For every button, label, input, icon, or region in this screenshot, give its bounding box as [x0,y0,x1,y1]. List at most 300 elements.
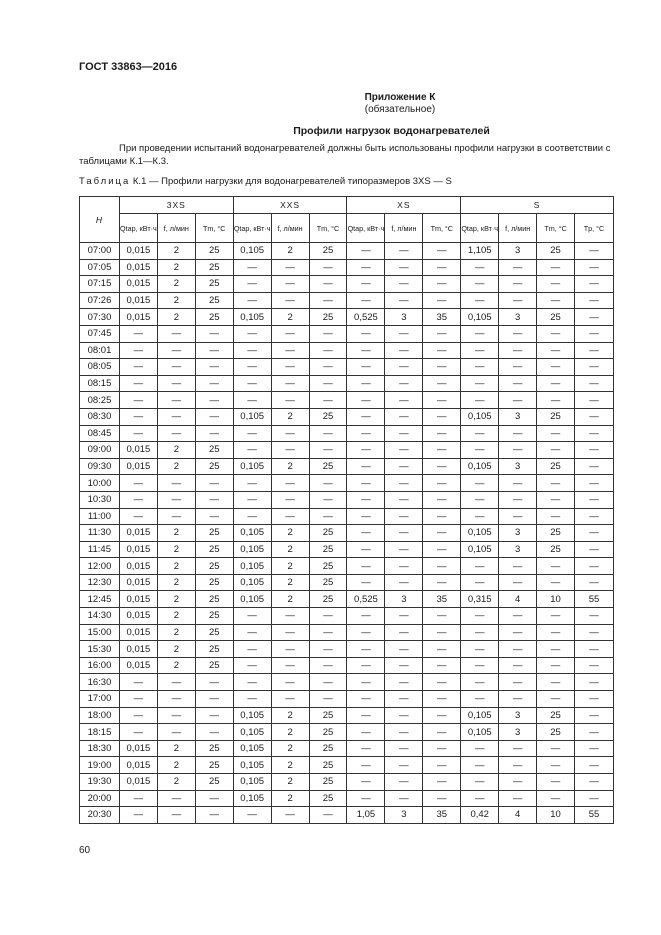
value-cell: — [537,359,575,376]
table-row [80,657,614,674]
value-cell: — [385,790,423,807]
value-cell: — [423,325,461,342]
table-row [80,574,614,591]
value-cell: — [575,558,614,575]
value-cell: — [385,408,423,425]
value-cell: 10 [537,591,575,608]
value-cell: — [347,790,385,807]
load-profile-table [79,196,614,824]
value-cell: — [119,508,157,525]
value-cell: 25 [309,243,347,260]
value-cell: — [309,508,347,525]
value-cell: — [119,375,157,392]
value-cell: — [385,707,423,724]
value-cell: — [309,807,347,824]
value-cell: 25 [195,574,233,591]
value-cell: — [575,491,614,508]
value-cell: — [499,442,537,459]
value-cell: 0,105 [233,408,271,425]
value-cell: — [347,624,385,641]
table-row [80,624,614,641]
value-cell: — [423,608,461,625]
value-cell: 0,015 [119,458,157,475]
value-cell: — [233,292,271,309]
value-cell: — [385,508,423,525]
value-cell: 4 [499,591,537,608]
value-cell: 0,015 [119,525,157,542]
value-cell: — [385,574,423,591]
value-cell: 25 [537,243,575,260]
value-cell: — [537,475,575,492]
value-cell: — [385,774,423,791]
value-cell: 0,015 [119,558,157,575]
value-cell: 25 [195,757,233,774]
value-cell: — [575,707,614,724]
value-cell: — [423,740,461,757]
time-cell: 12:45 [80,591,120,608]
value-cell: — [271,442,309,459]
value-cell: — [499,657,537,674]
value-cell: 0,015 [119,259,157,276]
value-cell: — [499,674,537,691]
time-cell: 07:26 [80,292,120,309]
value-cell: 3 [499,724,537,741]
value-cell: — [385,359,423,376]
value-cell: 0,015 [119,624,157,641]
value-cell: — [195,325,233,342]
time-cell: 19:30 [80,774,120,791]
value-cell: 25 [309,541,347,558]
value-cell: — [271,325,309,342]
value-cell: 25 [309,574,347,591]
value-cell: — [461,375,499,392]
value-cell: 3 [499,458,537,475]
value-cell: 25 [195,541,233,558]
value-cell: — [233,392,271,409]
value-cell: — [499,491,537,508]
value-cell: — [347,292,385,309]
value-cell: — [575,508,614,525]
value-cell: — [347,392,385,409]
value-cell: — [309,292,347,309]
value-cell: 2 [157,574,195,591]
value-cell: 3 [385,807,423,824]
value-cell: 2 [271,541,309,558]
value-cell: — [461,392,499,409]
column-header: Qtap, кВт·ч [119,214,157,243]
value-cell: — [461,558,499,575]
value-cell: — [537,491,575,508]
value-cell: — [195,707,233,724]
value-cell: — [195,375,233,392]
value-cell: — [461,757,499,774]
value-cell: 2 [157,624,195,641]
value-cell: — [423,674,461,691]
value-cell: — [195,724,233,741]
value-cell: — [461,790,499,807]
value-cell: — [537,342,575,359]
value-cell: — [423,392,461,409]
value-cell: — [195,392,233,409]
value-cell: — [385,724,423,741]
value-cell: — [499,276,537,293]
value-cell: 3 [499,408,537,425]
value-cell: 2 [157,774,195,791]
value-cell: 0,105 [233,558,271,575]
value-cell: — [499,375,537,392]
value-cell: — [423,707,461,724]
value-cell: — [537,624,575,641]
section-heading: Профили нагрузок водонагревателей [293,125,490,137]
value-cell: 2 [157,558,195,575]
value-cell: — [233,342,271,359]
value-cell: 25 [537,707,575,724]
value-cell: — [233,259,271,276]
column-header: Qtap, кВт·ч [233,214,271,243]
value-cell: 25 [195,259,233,276]
value-cell: 2 [271,774,309,791]
time-cell: 18:15 [80,724,120,741]
time-cell: 17:00 [80,691,120,708]
time-cell: 07:30 [80,309,120,326]
value-cell: — [347,608,385,625]
value-cell: — [347,458,385,475]
value-cell: — [499,475,537,492]
value-cell: — [385,325,423,342]
value-cell: — [347,757,385,774]
value-cell: — [347,558,385,575]
value-cell: — [195,408,233,425]
table-row [80,591,614,608]
table-row [80,359,614,376]
time-cell: 09:30 [80,458,120,475]
value-cell: — [499,740,537,757]
table-row [80,408,614,425]
value-cell: — [157,707,195,724]
table-row [80,724,614,741]
value-cell: 0,105 [233,574,271,591]
group-header: XXS [233,197,347,214]
time-cell: 09:00 [80,442,120,459]
value-cell: — [461,657,499,674]
value-cell: — [309,425,347,442]
value-cell: — [347,375,385,392]
value-cell: 2 [157,276,195,293]
value-cell: — [119,392,157,409]
value-cell: 10 [537,807,575,824]
value-cell: — [423,508,461,525]
value-cell: — [385,392,423,409]
value-cell: — [575,342,614,359]
value-cell: — [347,508,385,525]
value-cell: — [195,342,233,359]
value-cell: — [461,491,499,508]
value-cell: — [119,475,157,492]
value-cell: 25 [309,740,347,757]
value-cell: — [233,442,271,459]
value-cell: — [347,724,385,741]
value-cell: — [309,674,347,691]
standard-number: ГОСТ 33863—2016 [79,61,178,73]
value-cell: — [499,259,537,276]
value-cell: — [347,243,385,260]
value-cell: — [309,491,347,508]
value-cell: — [157,691,195,708]
value-cell: 0,105 [461,408,499,425]
value-cell: 2 [271,243,309,260]
value-cell: 1,05 [347,807,385,824]
value-cell: — [347,259,385,276]
page-number: 60 [79,845,91,856]
value-cell: — [499,691,537,708]
value-cell: — [423,342,461,359]
value-cell: — [347,276,385,293]
group-header: XS [347,197,461,214]
time-cell: 18:00 [80,707,120,724]
value-cell: 0,015 [119,292,157,309]
value-cell: 3 [499,243,537,260]
value-cell: 25 [195,458,233,475]
value-cell: — [537,657,575,674]
value-cell: 25 [309,525,347,542]
value-cell: 2 [157,657,195,674]
value-cell: 2 [271,525,309,542]
value-cell: — [461,691,499,708]
table-row [80,774,614,791]
value-cell: 0,105 [233,458,271,475]
value-cell: — [423,425,461,442]
value-cell: 2 [271,591,309,608]
value-cell: 25 [195,608,233,625]
value-cell: — [233,807,271,824]
value-cell: 2 [271,458,309,475]
value-cell: 25 [309,591,347,608]
annex-subtitle: (обязательное) [364,104,436,115]
value-cell: — [157,508,195,525]
value-cell: 0,105 [233,774,271,791]
value-cell: 25 [309,724,347,741]
group-header: S [461,197,614,214]
value-cell: — [347,359,385,376]
value-cell: 25 [195,740,233,757]
value-cell: 25 [195,657,233,674]
value-cell: — [195,691,233,708]
value-cell: — [157,491,195,508]
time-cell: 07:00 [80,243,120,260]
table-row [80,525,614,542]
time-cell: 18:30 [80,740,120,757]
table-row [80,790,614,807]
value-cell: 0,015 [119,276,157,293]
value-cell: — [385,674,423,691]
value-cell: — [461,774,499,791]
value-cell: 0,015 [119,657,157,674]
value-cell: — [233,375,271,392]
value-cell: — [461,342,499,359]
value-cell: — [233,325,271,342]
value-cell: — [309,657,347,674]
value-cell: — [537,558,575,575]
value-cell: — [385,641,423,658]
time-cell: 20:30 [80,807,120,824]
time-cell: 07:45 [80,325,120,342]
column-header: Tm, °C [537,214,575,243]
table-row [80,491,614,508]
column-header: f, л/мин [271,214,309,243]
value-cell: — [461,276,499,293]
group-header: 3XS [119,197,233,214]
value-cell: — [195,790,233,807]
value-cell: 3 [385,591,423,608]
value-cell: 0,015 [119,442,157,459]
value-cell: — [119,408,157,425]
value-cell: — [499,359,537,376]
value-cell: — [157,425,195,442]
value-cell: — [537,425,575,442]
value-cell: — [423,541,461,558]
table-row [80,608,614,625]
value-cell: — [233,691,271,708]
table-row [80,309,614,326]
value-cell: — [233,624,271,641]
value-cell: — [575,657,614,674]
value-cell: 2 [157,259,195,276]
table-row [80,541,614,558]
value-cell: — [119,691,157,708]
table-row [80,558,614,575]
value-cell: — [347,342,385,359]
value-cell: — [347,325,385,342]
value-cell: — [119,359,157,376]
table-caption [79,176,452,187]
table-row [80,458,614,475]
value-cell: 25 [537,309,575,326]
value-cell: 2 [157,591,195,608]
value-cell: — [119,342,157,359]
value-cell: 2 [157,292,195,309]
value-cell: — [537,790,575,807]
time-cell: 08:30 [80,408,120,425]
value-cell: — [423,276,461,293]
value-cell: — [575,525,614,542]
value-cell: — [385,259,423,276]
value-cell: — [271,624,309,641]
value-cell: — [537,674,575,691]
value-cell: — [233,425,271,442]
value-cell: 0,105 [233,525,271,542]
value-cell: — [423,641,461,658]
value-cell: — [271,807,309,824]
table-row [80,641,614,658]
value-cell: — [575,309,614,326]
value-cell: — [309,276,347,293]
value-cell: — [157,392,195,409]
value-cell: 2 [157,458,195,475]
table-row [80,691,614,708]
value-cell: 0,105 [233,591,271,608]
value-cell: — [347,442,385,459]
table-row [80,807,614,824]
value-cell: 0,525 [347,309,385,326]
value-cell: — [309,375,347,392]
value-cell: — [575,674,614,691]
value-cell: — [461,259,499,276]
value-cell: — [575,392,614,409]
value-cell: — [119,807,157,824]
caption-text: К.1 — Профили нагрузки для водонагревателей типоразмеров 3XS — S [130,176,452,187]
value-cell: — [195,491,233,508]
value-cell: — [575,243,614,260]
value-cell: — [385,458,423,475]
value-cell: — [385,475,423,492]
value-cell: 0,42 [461,807,499,824]
value-cell: 25 [309,309,347,326]
value-cell: — [119,674,157,691]
value-cell: 2 [157,525,195,542]
value-cell: — [499,392,537,409]
value-cell: 0,105 [233,757,271,774]
value-cell: — [157,408,195,425]
table-row [80,475,614,492]
value-cell: — [347,691,385,708]
table-row [80,442,614,459]
value-cell: — [537,325,575,342]
value-cell: — [309,325,347,342]
value-cell: — [309,359,347,376]
value-cell: — [195,508,233,525]
value-cell: 2 [157,740,195,757]
value-cell: — [347,657,385,674]
value-cell: — [423,259,461,276]
intro-paragraph: При проведении испытаний водонагревателей должны быть использованы профили нагрузки в соответствии с таблицами К.1—К.3. [79,143,611,167]
value-cell: — [157,375,195,392]
value-cell: — [423,359,461,376]
table-row [80,740,614,757]
value-cell: — [537,774,575,791]
value-cell: 25 [309,790,347,807]
value-cell: 35 [423,591,461,608]
value-cell: — [347,774,385,791]
value-cell: — [385,276,423,293]
value-cell: 0,015 [119,774,157,791]
time-cell: 14:30 [80,608,120,625]
value-cell: — [461,359,499,376]
value-cell: 0,105 [461,525,499,542]
value-cell: — [233,657,271,674]
value-cell: — [499,608,537,625]
value-cell: 35 [423,309,461,326]
value-cell: — [537,276,575,293]
value-cell: 0,105 [461,724,499,741]
value-cell: 25 [195,442,233,459]
value-cell: 2 [271,724,309,741]
value-cell: 2 [157,757,195,774]
table-row [80,508,614,525]
value-cell: — [195,674,233,691]
value-cell: — [423,657,461,674]
value-cell: — [271,657,309,674]
value-cell: 3 [499,309,537,326]
value-cell: 25 [309,774,347,791]
value-cell: — [271,674,309,691]
table-row [80,325,614,342]
value-cell: — [271,259,309,276]
value-cell: — [233,508,271,525]
value-cell: — [119,491,157,508]
value-cell: — [157,342,195,359]
value-cell: — [309,691,347,708]
value-cell: — [119,325,157,342]
